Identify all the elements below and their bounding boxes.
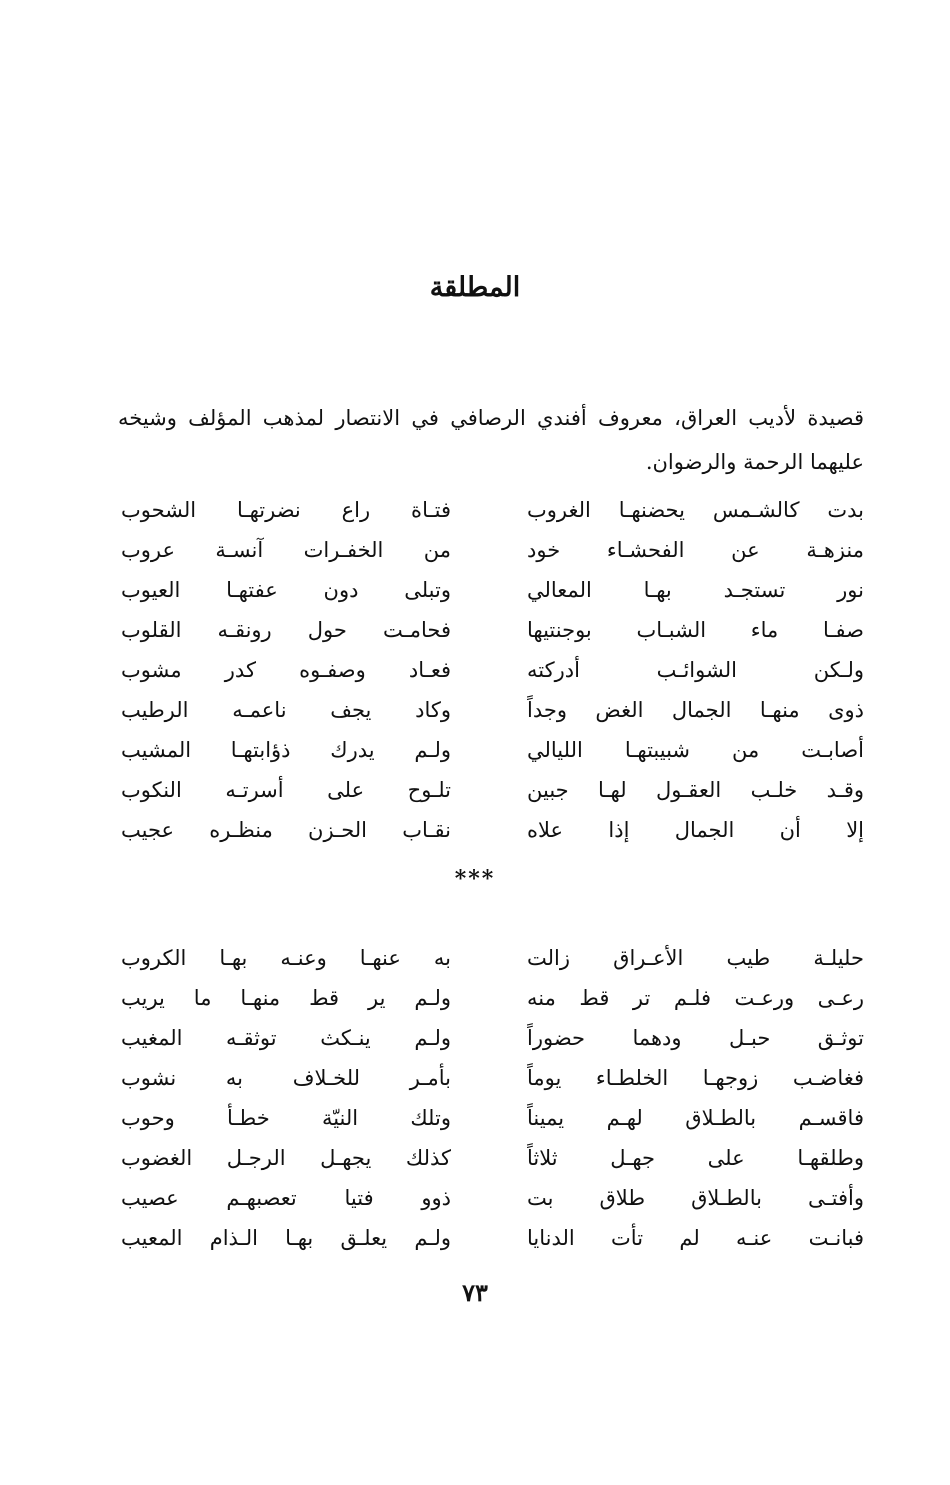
verse-second-hemistich: وكاد يجف ناعمـه الرطيب (121, 698, 451, 722)
verse-second-hemistich: فحامـت حول رونقـه القلوب (121, 618, 451, 642)
verse (0, 1138, 950, 1178)
page-number: ٧٣ (462, 1278, 488, 1307)
verse-first-hemistich: أصابـت من شبيبتهـا الليالي (527, 738, 864, 762)
verse-first-hemistich: وأفتـى بالطـلاق طلاق بت (527, 1186, 864, 1210)
intro-line-1: قصيدة لأديب العراق، معروف أفندي الرصافي في الانتصار لمذهب المؤلف وشيخه (118, 406, 864, 430)
verse-second-hemistich: ذوو فتيا تعصبهـم عصيب (121, 1186, 451, 1210)
verse (0, 810, 950, 850)
verse-first-hemistich: بدت كالشـمس يحضنهـا الغروب (527, 498, 864, 522)
verse-first-hemistich: نور تستجـد بهـا المعالي (527, 578, 864, 602)
verse-first-hemistich: صفـا ماء الشبـاب بوجنتيها (527, 618, 864, 642)
verse (0, 978, 950, 1018)
verse-first-hemistich: إلا أن الجمال إذا علاه (527, 818, 864, 842)
verse (0, 1098, 950, 1138)
verse (0, 1178, 950, 1218)
verse-second-hemistich: ولـم يدرك ذؤابتهـا المشيب (121, 738, 451, 762)
verse-second-hemistich: ولـم ينـكث توثقـه المغيب (121, 1026, 451, 1050)
verse (0, 730, 950, 770)
verse-second-hemistich: كذلك يجهـل الرجـل الغضوب (121, 1146, 451, 1170)
verse (0, 770, 950, 810)
verse-second-hemistich: به عنهـا وعنـه بهـا الكروب (121, 946, 451, 970)
verse-first-hemistich: فاقسـم بالطـلاق لهـم يميناً (527, 1106, 864, 1130)
verse (0, 1058, 950, 1098)
verse-first-hemistich: منزهـة عن الفحشـاء خود (527, 538, 864, 562)
verse (0, 938, 950, 978)
verse-first-hemistich: ذوى منهـا الجمال الغض وجداً (527, 698, 864, 722)
verse (0, 530, 950, 570)
verse-first-hemistich: حليلـة طيب الأعـراق زالت (527, 946, 864, 970)
verse-first-hemistich: فغاضـب زوجهـا الخلطـاء يوماً (527, 1066, 864, 1090)
verse-first-hemistich: وطلقهـا على جهـل ثلاثاً (527, 1146, 864, 1170)
verse-second-hemistich: وتلك النيّة خطـأ وحوب (121, 1106, 451, 1130)
verse-second-hemistich: ولـم ير قط منهـا ما يريب (121, 986, 451, 1010)
verse-second-hemistich: بأمـر للخـلاف به نشوب (121, 1066, 451, 1090)
verse-second-hemistich: نقـاب الحـزن منظـره عجيب (121, 818, 451, 842)
section-separator: *** (454, 866, 496, 892)
verse-first-hemistich: رعـى ورعـت فلـم تر قط منه (527, 986, 864, 1010)
verse (0, 570, 950, 610)
verse (0, 610, 950, 650)
poem-title: المطلقة (429, 272, 521, 303)
verse-first-hemistich: فبانـت عنـه لم تأت الدنايا (527, 1226, 864, 1250)
verse-second-hemistich: فعـاد وصفـوه كدر مشوب (121, 658, 451, 682)
verse-first-hemistich: وقـد خلـب العقـول لهـا جبين (527, 778, 864, 802)
verse-second-hemistich: من الخفـرات آنسـة عروب (121, 538, 451, 562)
verse-second-hemistich: ولـم يعلـق بهـا الـذام المعيب (121, 1226, 451, 1250)
verse (0, 1018, 950, 1058)
verse-second-hemistich: وتبلى دون عفتهـا العيوب (121, 578, 451, 602)
verse-first-hemistich: توثـق حبـل ودهما حضوراً (527, 1026, 864, 1050)
verse-second-hemistich: فتـاة راع نضرتهـا الشحوب (121, 498, 451, 522)
verse-first-hemistich: ولـكن الشوائـب أدركته (527, 658, 864, 682)
verse (0, 1218, 950, 1258)
intro-line-2: عليهما الرحمة والرضوان. (645, 450, 864, 474)
verse (0, 650, 950, 690)
intro-paragraph (118, 396, 864, 484)
verse (0, 690, 950, 730)
verse (0, 490, 950, 530)
verse-second-hemistich: تلـوح على أسرتـه النكوب (121, 778, 451, 802)
